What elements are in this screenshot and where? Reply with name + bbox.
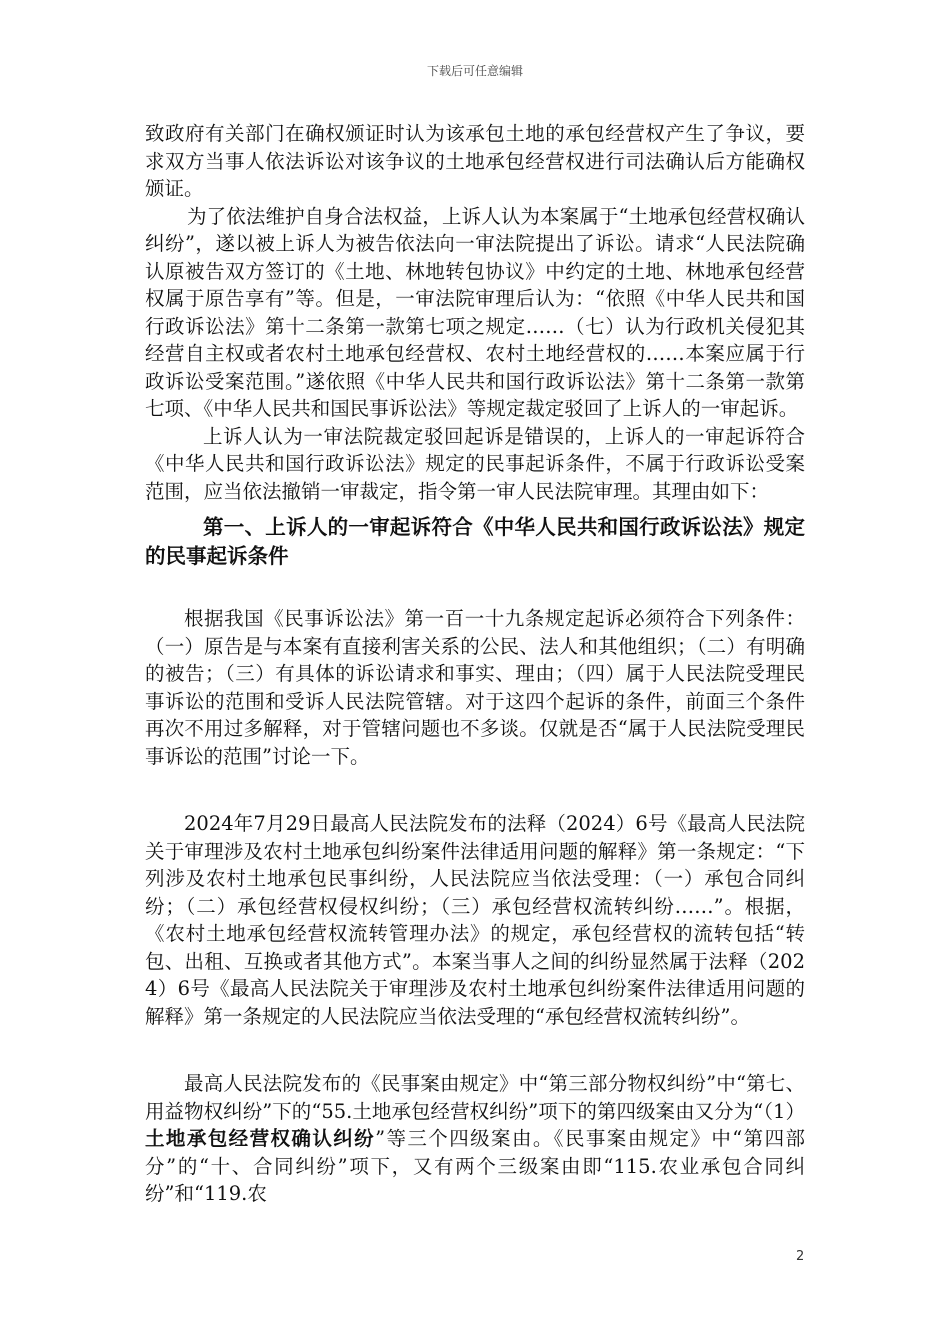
- section-heading-first: 第一、上诉人的一审起诉符合《中华人民共和国行政诉讼法》规定的民事起诉条件: [145, 515, 805, 568]
- paragraph-text-segment: 最高人民法院发布的《民事案由规定》中“第三部分物权纠纷”中“第七、用益物权纠纷”下的“55.土地承包经营权纠纷”项下的第四级案由又分为“（1）: [145, 1072, 805, 1123]
- paragraph-civil-procedure-conditions: 根据我国《民事诉讼法》第一百一十九条规定起诉必须符合下列条件：（一）原告是与本案有直接利害关系的公民、法人和其他组织；（二）有明确的被告；（三）有具体的诉讼请求和事实、理由；（四）属于人民法院受理民事诉讼的范围和受诉人民法院管辖。对于这四个起诉的条件，前面三个条件再次不用过多解释，对于管辖问题也不多谈。仅就是否“属于人民法院受理民事诉讼的范围”讨论一下。: [145, 607, 805, 768]
- paragraph-case-cause-rules: [145, 1070, 805, 1208]
- page-number: 2: [796, 1249, 805, 1264]
- paragraph-text-segment: ”等三个四级案由。《民事案由规定》中“第四部分”的“十、合同纠纷”项下，又有两个三级案由即“115.农业承包合同纠纷”和“119.农: [145, 1127, 805, 1205]
- paragraph-judicial-interpretation: 2024年7月29日最高人民法院发布的法释（2024）6号《最高人民法院关于审理涉及农村土地承包纠纷案件法律适用问题的解释》第一条规定：“下列涉及农村土地承包民事纠纷，人民法院应当依法受理：（一）承包合同纠纷；（二）承包经营权侵权纠纷；（三）承包经营权流转纠纷……”。根据，《农村土地承包经营权流转管理办法》的规定，承包经营权的流转包括“转包、出租、互换或者其他方式”。本案当事人之间的纠纷显然属于法释（2024）6号《最高人民法院关于审理涉及农村土地承包纠纷案件法律适用问题的解释》第一条规定的人民法院应当依法受理的“承包经营权流转纠纷”。: [145, 812, 805, 1028]
- paragraph-appeal-reason: 上诉人认为一审法院裁定驳回起诉是错误的，上诉人的一审起诉符合《中华人民共和国行政诉讼法》规定的民事起诉条件，不属于行政诉讼受案范围，应当依法撤销一审裁定，指令第一审人民法院审理。其理由如下：: [145, 424, 805, 503]
- paragraph-lawsuit-background: 为了依法维护自身合法权益，上诉人认为本案属于“土地承包经营权确认纠纷”，遂以被上诉人为被告依法向一审法院提出了诉讼。请求“人民法院确认原被告双方签订的《土地、林地转包协议》中约定的土地、林地承包经营权属于原告享有”等。但是，一审法院审理后认为：“依照《中华人民共和国行政诉讼法》第十二条第一款第七项之规定……（七）认为行政机关侵犯其经营自主权或者农村土地承包经营权、农村土地经营权的……本案应属于行政诉讼受案范围。”遂依照《中华人民共和国行政诉讼法》第十二条第一款第七项、《中华人民共和国民事诉讼法》等规定裁定驳回了上诉人的一审起诉。: [145, 204, 805, 420]
- paragraph-continuation: 致政府有关部门在确权颁证时认为该承包土地的承包经营权产生了争议，要求双方当事人依法诉讼对该争议的土地承包经营权进行司法确认后方能确权颁证。: [145, 122, 805, 200]
- page-header: 下载后可任意编辑: [426, 64, 523, 78]
- document-body: [145, 120, 805, 1208]
- emphasized-case-cause: 土地承包经营权确认纠纷: [145, 1127, 376, 1150]
